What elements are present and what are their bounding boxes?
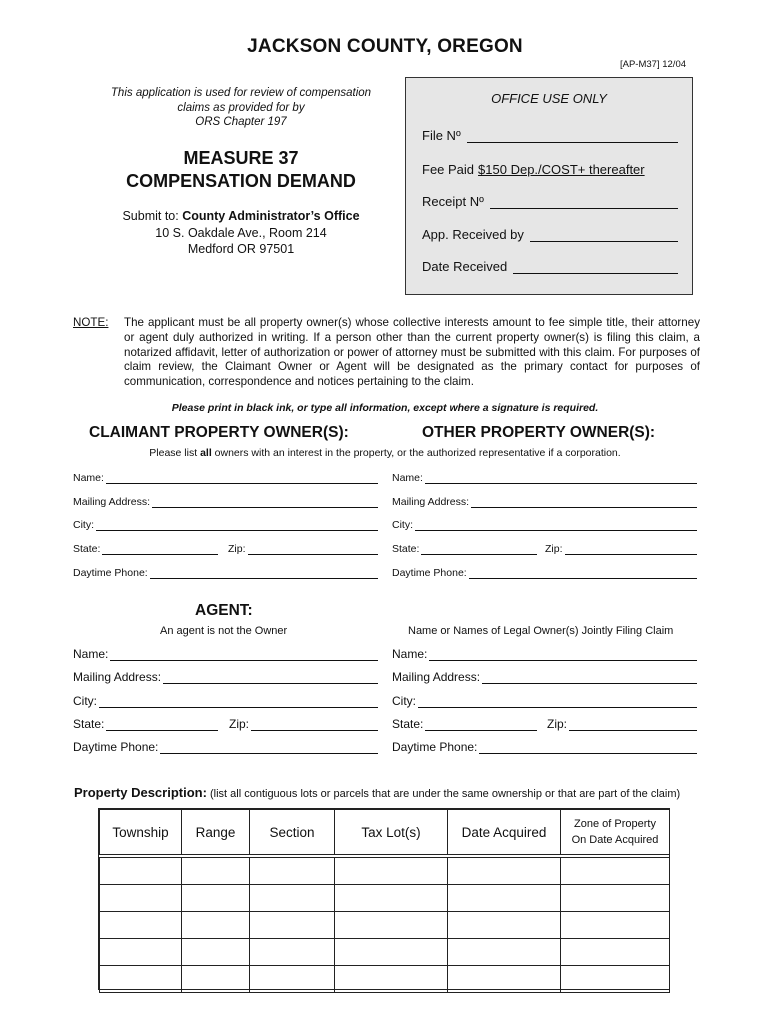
- note-text: The applicant must be all property owner(s) whose collective interests amount to fee simple title, their attorney or agent duly authorized in writing. If a person other than the current property owner(s) is filing this claim, a notarized affidavit, letter of authorization or power of attorney must be submitted with this claim. For purposes of claim review, the Claimant Owner or Agent will be designated as the primary contact for purposes of communication, correspondence and notices pertaining to the claim.: [124, 316, 700, 389]
- table-cell[interactable]: [335, 966, 448, 993]
- intro-line: claims as provided for by: [177, 101, 305, 114]
- address-line2: Medford OR 97501: [187, 242, 295, 256]
- fee-paid-field: [422, 162, 662, 177]
- table-cell[interactable]: [335, 856, 448, 885]
- agent-phone-line[interactable]: [160, 741, 378, 754]
- table-cell[interactable]: [182, 885, 250, 912]
- agent-state-label: State:: [73, 717, 105, 731]
- intro-text: [95, 86, 387, 130]
- table-cell[interactable]: [182, 856, 250, 885]
- date-received-label: Date Received: [422, 259, 508, 274]
- joint-state-field[interactable]: [392, 717, 537, 731]
- joint-phone-field[interactable]: [392, 740, 697, 754]
- property-table: [99, 809, 670, 993]
- joint-owners-subtitle: Name or Names of Legal Owner(s) Jointly Filing Claim: [408, 625, 674, 637]
- file-no-field[interactable]: [422, 128, 678, 143]
- date-received-field[interactable]: [422, 259, 678, 274]
- col-zone-line1: Zone of Property: [574, 818, 656, 830]
- joint-name-label: Name:: [392, 647, 428, 661]
- other-state-line[interactable]: [421, 542, 537, 555]
- table-cell[interactable]: [250, 939, 335, 966]
- joint-phone-line[interactable]: [479, 741, 697, 754]
- list-all-emphasis: all: [200, 447, 212, 459]
- claimant-phone-label: Daytime Phone:: [73, 567, 148, 579]
- table-cell[interactable]: [561, 939, 670, 966]
- joint-zip-line[interactable]: [569, 718, 697, 731]
- table-cell[interactable]: [561, 966, 670, 993]
- joint-phone-label: Daytime Phone:: [392, 740, 478, 754]
- agent-zip-field[interactable]: [229, 717, 378, 731]
- intro-line: ORS Chapter 197: [195, 116, 287, 128]
- ink-instructions: Please print in black ink, or type all information, except where a signature is required.: [171, 402, 599, 414]
- office-use-heading: OFFICE USE ONLY: [491, 91, 607, 106]
- table-cell[interactable]: [100, 856, 182, 885]
- receipt-no-label: Receipt Nº: [422, 194, 484, 209]
- joint-mailing-field[interactable]: [392, 670, 697, 684]
- table-cell[interactable]: [182, 939, 250, 966]
- col-tax-lots: Tax Lot(s): [335, 810, 448, 857]
- claimant-zip-line[interactable]: [248, 542, 378, 555]
- table-cell[interactable]: [100, 885, 182, 912]
- joint-zip-field[interactable]: [547, 717, 697, 731]
- claimant-mailing-field[interactable]: [73, 495, 378, 508]
- submit-prefix: Submit to:: [122, 209, 183, 223]
- property-table-header: [100, 810, 670, 857]
- app-received-by-label: App. Received by: [422, 227, 524, 242]
- other-name-label: Name:: [392, 472, 423, 484]
- agent-phone-label: Daytime Phone:: [73, 740, 159, 754]
- table-cell[interactable]: [182, 966, 250, 993]
- other-city-label: City:: [392, 519, 413, 531]
- table-cell[interactable]: [561, 885, 670, 912]
- submit-office: County Administrator’s Office: [182, 209, 360, 223]
- table-cell[interactable]: [250, 885, 335, 912]
- app-received-by-field[interactable]: [422, 227, 678, 242]
- table-cell[interactable]: [250, 856, 335, 885]
- list-all-text: owners with an interest in the property, or the authorized representative if a corporation.: [211, 447, 621, 459]
- date-received-line[interactable]: [513, 260, 678, 274]
- col-township: Township: [100, 810, 182, 857]
- property-description-label: Property Description:: [74, 785, 207, 800]
- other-city-field[interactable]: [392, 518, 697, 531]
- agent-subtitle: An agent is not the Owner: [160, 625, 288, 637]
- table-row: [100, 939, 670, 966]
- other-zip-line[interactable]: [565, 542, 697, 555]
- table-cell[interactable]: [335, 885, 448, 912]
- other-zip-field[interactable]: [545, 542, 697, 555]
- receipt-no-line[interactable]: [490, 195, 678, 209]
- form-number: [AP-M37] 12/04: [620, 59, 687, 70]
- table-cell[interactable]: [561, 856, 670, 885]
- agent-city-label: City:: [73, 694, 97, 708]
- claimant-mailing-label: Mailing Address:: [73, 496, 151, 508]
- table-row: [100, 912, 670, 939]
- col-date-acquired: Date Acquired: [448, 810, 561, 857]
- joint-city-line[interactable]: [418, 695, 697, 708]
- claimant-city-field[interactable]: [73, 518, 378, 531]
- other-mailing-line[interactable]: [471, 495, 697, 508]
- address-line1: 10 S. Oakdale Ave., Room 214: [155, 225, 327, 240]
- form-title: [95, 147, 387, 193]
- agent-phone-field[interactable]: [73, 740, 378, 754]
- joint-state-label: State:: [392, 717, 424, 731]
- claimant-heading: CLAIMANT PROPERTY OWNER(S):: [89, 424, 349, 441]
- table-cell[interactable]: [100, 966, 182, 993]
- joint-mailing-label: Mailing Address:: [392, 670, 481, 684]
- other-phone-label: Daytime Phone:: [392, 567, 467, 579]
- intro-line: This application is used for review of compensation: [110, 87, 372, 99]
- agent-name-label: Name:: [73, 647, 109, 661]
- joint-city-field[interactable]: [392, 694, 697, 708]
- file-no-label: File Nº: [422, 128, 461, 143]
- agent-name-line[interactable]: [110, 648, 378, 661]
- agent-city-field[interactable]: [73, 694, 378, 708]
- fee-paid-label: Fee Paid: [422, 162, 475, 177]
- table-cell[interactable]: [182, 912, 250, 939]
- other-phone-line[interactable]: [469, 566, 697, 579]
- county-title: JACKSON COUNTY, OREGON: [247, 36, 523, 57]
- joint-zip-label: Zip:: [547, 717, 568, 731]
- agent-mailing-field[interactable]: [73, 670, 378, 684]
- agent-state-line[interactable]: [106, 718, 218, 731]
- table-cell[interactable]: [250, 912, 335, 939]
- claimant-city-line[interactable]: [96, 518, 378, 531]
- other-name-field[interactable]: [392, 471, 697, 484]
- claimant-name-field[interactable]: [73, 471, 378, 484]
- other-owners-heading: OTHER PROPERTY OWNER(S):: [422, 424, 656, 441]
- other-mailing-field[interactable]: [392, 495, 697, 508]
- table-cell[interactable]: [448, 939, 561, 966]
- list-all-text: Please list: [149, 447, 201, 459]
- agent-name-field[interactable]: [73, 647, 378, 661]
- joint-name-line[interactable]: [429, 648, 697, 661]
- property-description-heading: [74, 785, 680, 800]
- claimant-state-label: State:: [73, 543, 101, 555]
- table-cell[interactable]: [100, 939, 182, 966]
- other-state-field[interactable]: [392, 542, 537, 555]
- table-cell[interactable]: [448, 856, 561, 885]
- table-cell[interactable]: [448, 885, 561, 912]
- fee-paid-value: $150 Dep./COST+ thereafter: [478, 162, 645, 177]
- agent-mailing-label: Mailing Address:: [73, 670, 162, 684]
- agent-heading: AGENT:: [195, 602, 253, 619]
- claimant-state-line[interactable]: [102, 542, 218, 555]
- property-description-note: (list all contiguous lots or parcels that are under the same ownership or that are part of the claim): [206, 788, 681, 800]
- agent-city-line[interactable]: [99, 695, 378, 708]
- agent-zip-line[interactable]: [251, 718, 378, 731]
- col-zone-line2: On Date Acquired: [571, 834, 659, 846]
- claimant-phone-line[interactable]: [150, 566, 378, 579]
- other-state-label: State:: [392, 543, 420, 555]
- joint-state-line[interactable]: [425, 718, 537, 731]
- other-phone-field[interactable]: [392, 566, 697, 579]
- table-cell[interactable]: [250, 966, 335, 993]
- claimant-phone-field[interactable]: [73, 566, 378, 579]
- joint-name-field[interactable]: [392, 647, 697, 661]
- other-zip-label: Zip:: [545, 543, 563, 555]
- col-range: Range: [182, 810, 250, 857]
- table-cell[interactable]: [100, 912, 182, 939]
- col-section: Section: [250, 810, 335, 857]
- receipt-no-field[interactable]: [422, 194, 678, 209]
- claimant-mailing-line[interactable]: [152, 495, 378, 508]
- list-all-owners-note: [0, 447, 770, 459]
- other-name-line[interactable]: [425, 471, 697, 484]
- other-mailing-label: Mailing Address:: [392, 496, 470, 508]
- form-title-line2: COMPENSATION DEMAND: [126, 171, 356, 191]
- table-cell[interactable]: [335, 912, 448, 939]
- other-city-line[interactable]: [415, 518, 697, 531]
- submit-to-block: [95, 208, 387, 258]
- claimant-name-line[interactable]: [106, 471, 378, 484]
- claimant-city-label: City:: [73, 519, 94, 531]
- form-title-line1: MEASURE 37: [183, 148, 299, 168]
- app-received-by-line[interactable]: [530, 228, 678, 242]
- agent-zip-label: Zip:: [229, 717, 250, 731]
- claimant-name-label: Name:: [73, 472, 104, 484]
- joint-mailing-line[interactable]: [482, 671, 697, 684]
- table-row: [100, 885, 670, 912]
- claimant-state-field[interactable]: [73, 542, 218, 555]
- agent-mailing-line[interactable]: [163, 671, 378, 684]
- table-cell[interactable]: [448, 966, 561, 993]
- table-row: [100, 856, 670, 885]
- office-use-box: [405, 77, 693, 295]
- claimant-zip-label: Zip:: [228, 543, 246, 555]
- table-cell[interactable]: [561, 912, 670, 939]
- file-no-line[interactable]: [467, 129, 678, 143]
- table-row: [100, 966, 670, 993]
- claimant-zip-field[interactable]: [228, 542, 378, 555]
- agent-state-field[interactable]: [73, 717, 218, 731]
- col-zone: [561, 810, 670, 857]
- note-label: NOTE:: [73, 316, 109, 329]
- table-cell[interactable]: [448, 912, 561, 939]
- table-cell[interactable]: [335, 939, 448, 966]
- joint-city-label: City:: [392, 694, 416, 708]
